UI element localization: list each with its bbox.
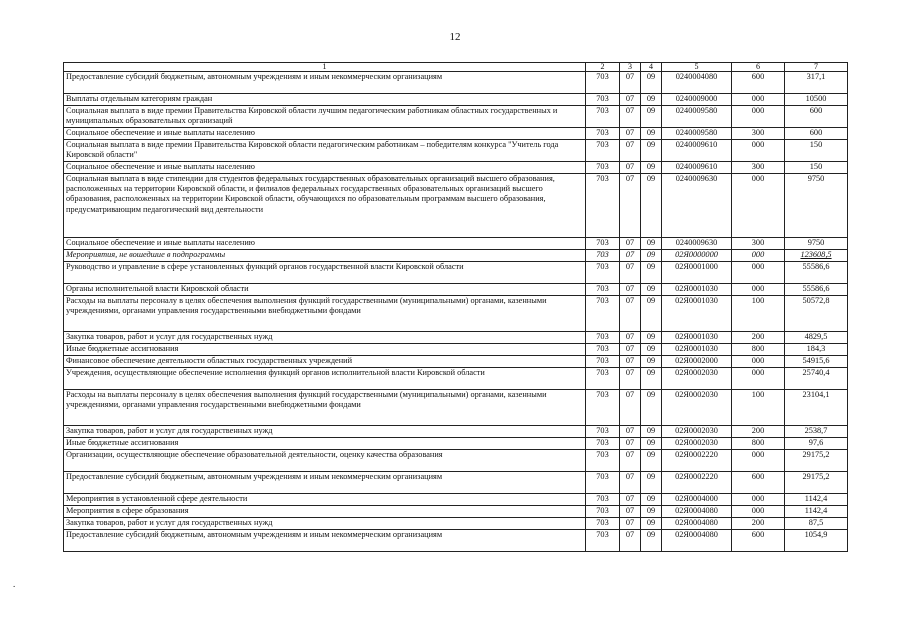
row-section-cell: 07 <box>620 250 641 262</box>
row-subsection-cell: 09 <box>641 174 662 238</box>
row-expense-type-cell: 000 <box>732 368 785 390</box>
header-cell: 3 <box>620 63 641 72</box>
row-section-cell: 07 <box>620 128 641 140</box>
table-row <box>64 106 848 128</box>
row-section-cell: 07 <box>620 438 641 450</box>
row-admin-code-cell: 703 <box>586 472 620 494</box>
row-subsection-cell: 09 <box>641 344 662 356</box>
row-section-cell: 07 <box>620 262 641 284</box>
row-amount-cell: 23104,1 <box>785 390 848 426</box>
row-name-cell: Учреждения, осуществляющие обеспечение исполнения функций органов исполнительной власти Кировской области <box>64 368 586 390</box>
row-amount-cell: 1142,4 <box>785 494 848 506</box>
table-row <box>64 262 848 284</box>
table-row <box>64 368 848 390</box>
table-row <box>64 390 848 426</box>
row-name-cell: Иные бюджетные ассигнования <box>64 344 586 356</box>
row-target-article-cell: 02Я0002030 <box>662 438 732 450</box>
row-expense-type-cell: 300 <box>732 128 785 140</box>
table-row <box>64 450 848 472</box>
row-section-cell: 07 <box>620 530 641 552</box>
row-subsection-cell: 09 <box>641 94 662 106</box>
row-name-cell: Социальное обеспечение и иные выплаты населению <box>64 238 586 250</box>
row-expense-type-cell: 000 <box>732 106 785 128</box>
row-subsection-cell: 09 <box>641 368 662 390</box>
row-expense-type-cell: 100 <box>732 296 785 332</box>
row-amount-cell: 150 <box>785 140 848 162</box>
row-subsection-cell: 09 <box>641 140 662 162</box>
row-admin-code-cell: 703 <box>586 344 620 356</box>
row-subsection-cell: 09 <box>641 296 662 332</box>
row-amount-cell: 55586,6 <box>785 284 848 296</box>
table-row <box>64 356 848 368</box>
row-amount-cell: 97,6 <box>785 438 848 450</box>
row-subsection-cell: 09 <box>641 530 662 552</box>
row-name-cell: Социальное обеспечение и иные выплаты населению <box>64 162 586 174</box>
row-section-cell: 07 <box>620 518 641 530</box>
row-section-cell: 07 <box>620 94 641 106</box>
row-amount-cell: 600 <box>785 128 848 140</box>
row-target-article-cell: 02Я0002030 <box>662 390 732 426</box>
row-name-cell: Выплаты отдельным категориям граждан <box>64 94 586 106</box>
row-expense-type-cell: 000 <box>732 284 785 296</box>
row-section-cell: 07 <box>620 162 641 174</box>
row-target-article-cell: 02Я0001030 <box>662 344 732 356</box>
table-row <box>64 332 848 344</box>
budget-table <box>63 62 848 552</box>
row-expense-type-cell: 600 <box>732 72 785 94</box>
row-amount-cell: 9750 <box>785 174 848 238</box>
row-admin-code-cell: 703 <box>586 494 620 506</box>
row-name-cell: Органы исполнительной власти Кировской области <box>64 284 586 296</box>
row-target-article-cell: 02Я0002030 <box>662 426 732 438</box>
row-name-cell: Финансовое обеспечение деятельности областных государственных учреждений <box>64 356 586 368</box>
row-section-cell: 07 <box>620 344 641 356</box>
row-subsection-cell: 09 <box>641 72 662 94</box>
row-amount-cell: 184,3 <box>785 344 848 356</box>
row-admin-code-cell: 703 <box>586 106 620 128</box>
row-name-cell: Закупка товаров, работ и услуг для государственных нужд <box>64 332 586 344</box>
row-expense-type-cell: 200 <box>732 518 785 530</box>
row-admin-code-cell: 703 <box>586 262 620 284</box>
row-section-cell: 07 <box>620 72 641 94</box>
row-name-cell: Социальное обеспечение и иные выплаты населению <box>64 128 586 140</box>
row-target-article-cell: 0240009610 <box>662 162 732 174</box>
row-expense-type-cell: 000 <box>732 140 785 162</box>
table-row <box>64 162 848 174</box>
row-subsection-cell: 09 <box>641 106 662 128</box>
row-section-cell: 07 <box>620 296 641 332</box>
row-target-article-cell: 02Я0002000 <box>662 356 732 368</box>
row-expense-type-cell: 000 <box>732 356 785 368</box>
row-expense-type-cell: 000 <box>732 262 785 284</box>
row-section-cell: 07 <box>620 368 641 390</box>
row-target-article-cell: 0240009580 <box>662 106 732 128</box>
row-subsection-cell: 09 <box>641 332 662 344</box>
row-admin-code-cell: 703 <box>586 530 620 552</box>
row-amount-cell: 4829,5 <box>785 332 848 344</box>
row-admin-code-cell: 703 <box>586 284 620 296</box>
row-amount-cell: 50572,8 <box>785 296 848 332</box>
row-section-cell: 07 <box>620 284 641 296</box>
row-target-article-cell: 02Я0004080 <box>662 518 732 530</box>
row-name-cell: Мероприятия в установленной сфере деятельности <box>64 494 586 506</box>
row-name-cell: Предоставление субсидий бюджетным, автономным учреждениям и иным некоммерческим организациям <box>64 72 586 94</box>
row-subsection-cell: 09 <box>641 494 662 506</box>
row-section-cell: 07 <box>620 238 641 250</box>
header-cell: 5 <box>662 63 732 72</box>
row-admin-code-cell: 703 <box>586 426 620 438</box>
row-admin-code-cell: 703 <box>586 438 620 450</box>
row-subsection-cell: 09 <box>641 262 662 284</box>
table-row <box>64 426 848 438</box>
row-target-article-cell: 02Я0002030 <box>662 368 732 390</box>
row-amount-cell: 1054,9 <box>785 530 848 552</box>
row-subsection-cell: 09 <box>641 356 662 368</box>
table-row <box>64 472 848 494</box>
row-target-article-cell: 02Я0004080 <box>662 530 732 552</box>
row-section-cell: 07 <box>620 494 641 506</box>
row-section-cell: 07 <box>620 506 641 518</box>
row-target-article-cell: 02Я0004000 <box>662 494 732 506</box>
row-section-cell: 07 <box>620 450 641 472</box>
row-expense-type-cell: 300 <box>732 162 785 174</box>
row-name-cell: Расходы на выплаты персоналу в целях обеспечения выполнения функций государственными (муниципальными) органами, казенными учреждениями, органами управления государственными внебюджетными фондами <box>64 296 586 332</box>
row-section-cell: 07 <box>620 174 641 238</box>
row-expense-type-cell: 200 <box>732 332 785 344</box>
row-amount-cell: 25740,4 <box>785 368 848 390</box>
header-cell: 6 <box>732 63 785 72</box>
row-target-article-cell: 0240009610 <box>662 140 732 162</box>
row-expense-type-cell: 000 <box>732 250 785 262</box>
row-section-cell: 07 <box>620 426 641 438</box>
row-admin-code-cell: 703 <box>586 332 620 344</box>
row-amount-cell: 29175,2 <box>785 472 848 494</box>
row-amount-cell: 123608,5 <box>785 250 848 262</box>
row-name-cell: Закупка товаров, работ и услуг для государственных нужд <box>64 426 586 438</box>
table-row <box>64 238 848 250</box>
row-expense-type-cell: 000 <box>732 494 785 506</box>
table-row <box>64 94 848 106</box>
row-target-article-cell: 0240009000 <box>662 94 732 106</box>
row-expense-type-cell: 800 <box>732 344 785 356</box>
header-cell: 4 <box>641 63 662 72</box>
row-target-article-cell: 02Я0002220 <box>662 450 732 472</box>
row-name-cell: Руководство и управление в сфере установленных функций органов государственной власти Кировской области <box>64 262 586 284</box>
row-expense-type-cell: 000 <box>732 174 785 238</box>
row-amount-cell: 54915,6 <box>785 356 848 368</box>
row-subsection-cell: 09 <box>641 450 662 472</box>
row-name-cell: Предоставление субсидий бюджетным, автономным учреждениям и иным некоммерческим организациям <box>64 530 586 552</box>
row-subsection-cell: 09 <box>641 438 662 450</box>
row-amount-cell: 600 <box>785 106 848 128</box>
table-row <box>64 344 848 356</box>
row-admin-code-cell: 703 <box>586 72 620 94</box>
row-amount-cell: 29175,2 <box>785 450 848 472</box>
row-subsection-cell: 09 <box>641 472 662 494</box>
header-cell: 2 <box>586 63 620 72</box>
row-amount-cell: 10500 <box>785 94 848 106</box>
row-target-article-cell: 02Я0002220 <box>662 472 732 494</box>
row-subsection-cell: 09 <box>641 162 662 174</box>
row-section-cell: 07 <box>620 106 641 128</box>
row-amount-cell: 1142,4 <box>785 506 848 518</box>
table-row <box>64 284 848 296</box>
row-target-article-cell: 02Я0001030 <box>662 284 732 296</box>
table-row <box>64 72 848 94</box>
row-subsection-cell: 09 <box>641 506 662 518</box>
row-subsection-cell: 09 <box>641 518 662 530</box>
row-admin-code-cell: 703 <box>586 450 620 472</box>
row-expense-type-cell: 000 <box>732 94 785 106</box>
row-admin-code-cell: 703 <box>586 174 620 238</box>
header-cell: 1 <box>64 63 586 72</box>
row-expense-type-cell: 600 <box>732 530 785 552</box>
row-section-cell: 07 <box>620 390 641 426</box>
row-section-cell: 07 <box>620 356 641 368</box>
row-admin-code-cell: 703 <box>586 296 620 332</box>
table-header-row <box>64 63 848 72</box>
row-amount-cell: 9750 <box>785 238 848 250</box>
row-subsection-cell: 09 <box>641 284 662 296</box>
row-target-article-cell: 0240009580 <box>662 128 732 140</box>
table-row <box>64 250 848 262</box>
row-name-cell: Социальная выплата в виде премии Правительства Кировской области лучшим педагогическим работникам областных государственных и муниципальных образовательных организаций <box>64 106 586 128</box>
margin-mark: . <box>13 579 16 589</box>
row-target-article-cell: 0240009630 <box>662 174 732 238</box>
row-amount-cell: 87,5 <box>785 518 848 530</box>
row-target-article-cell: 02Я0001000 <box>662 262 732 284</box>
row-name-cell: Социальная выплата в виде стипендии для студентов федеральных государственных образовательных организаций высшего образования, расположенных на территории Кировской области, и филиалов федеральных государственных образовательных организаций высшего образования, расположенных на территории Кировской области, обучающихся по образовательным программам высшего образования, предусматривающим педагогический вид деятельности <box>64 174 586 238</box>
table-row <box>64 128 848 140</box>
row-amount-cell: 2538,7 <box>785 426 848 438</box>
row-expense-type-cell: 100 <box>732 390 785 426</box>
row-name-cell: Социальная выплата в виде премии Правительства Кировской области педагогическим работникам – победителям конкурса "Учитель года Кировской области" <box>64 140 586 162</box>
row-section-cell: 07 <box>620 140 641 162</box>
row-target-article-cell: 02Я0004080 <box>662 506 732 518</box>
row-section-cell: 07 <box>620 332 641 344</box>
row-section-cell: 07 <box>620 472 641 494</box>
row-admin-code-cell: 703 <box>586 238 620 250</box>
table-row <box>64 174 848 238</box>
row-name-cell: Иные бюджетные ассигнования <box>64 438 586 450</box>
row-expense-type-cell: 800 <box>732 438 785 450</box>
table-row <box>64 296 848 332</box>
row-amount-cell: 317,1 <box>785 72 848 94</box>
row-admin-code-cell: 703 <box>586 368 620 390</box>
row-expense-type-cell: 300 <box>732 238 785 250</box>
page-number: 12 <box>449 31 461 43</box>
table-row <box>64 438 848 450</box>
row-subsection-cell: 09 <box>641 238 662 250</box>
row-expense-type-cell: 200 <box>732 426 785 438</box>
row-expense-type-cell: 000 <box>732 450 785 472</box>
row-admin-code-cell: 703 <box>586 94 620 106</box>
row-admin-code-cell: 703 <box>586 506 620 518</box>
row-subsection-cell: 09 <box>641 128 662 140</box>
header-cell: 7 <box>785 63 848 72</box>
row-subsection-cell: 09 <box>641 426 662 438</box>
row-name-cell: Предоставление субсидий бюджетным, автономным учреждениям и иным некоммерческим организациям <box>64 472 586 494</box>
row-target-article-cell: 02Я0000000 <box>662 250 732 262</box>
table-row <box>64 494 848 506</box>
row-amount-cell: 55586,6 <box>785 262 848 284</box>
row-subsection-cell: 09 <box>641 390 662 426</box>
row-expense-type-cell: 600 <box>732 472 785 494</box>
table-row <box>64 140 848 162</box>
table-row <box>64 518 848 530</box>
row-target-article-cell: 02Я0001030 <box>662 332 732 344</box>
row-admin-code-cell: 703 <box>586 250 620 262</box>
row-admin-code-cell: 703 <box>586 162 620 174</box>
row-name-cell: Организации, осуществляющие обеспечение образовательной деятельности, оценку качества образования <box>64 450 586 472</box>
row-amount-cell: 150 <box>785 162 848 174</box>
table-row <box>64 530 848 552</box>
row-target-article-cell: 0240004080 <box>662 72 732 94</box>
row-name-cell: Мероприятия в сфере образования <box>64 506 586 518</box>
row-admin-code-cell: 703 <box>586 128 620 140</box>
row-admin-code-cell: 703 <box>586 140 620 162</box>
table-row <box>64 506 848 518</box>
row-expense-type-cell: 000 <box>732 506 785 518</box>
row-admin-code-cell: 703 <box>586 390 620 426</box>
row-admin-code-cell: 703 <box>586 518 620 530</box>
row-name-cell: Закупка товаров, работ и услуг для государственных нужд <box>64 518 586 530</box>
row-name-cell: Расходы на выплаты персоналу в целях обеспечения выполнения функций государственными (муниципальными) органами, казенными учреждениями, органами управления государственными внебюджетными фондами <box>64 390 586 426</box>
row-name-cell: Мероприятия, не вошедшие в подпрограммы <box>64 250 586 262</box>
row-admin-code-cell: 703 <box>586 356 620 368</box>
row-subsection-cell: 09 <box>641 250 662 262</box>
row-target-article-cell: 0240009630 <box>662 238 732 250</box>
row-target-article-cell: 02Я0001030 <box>662 296 732 332</box>
